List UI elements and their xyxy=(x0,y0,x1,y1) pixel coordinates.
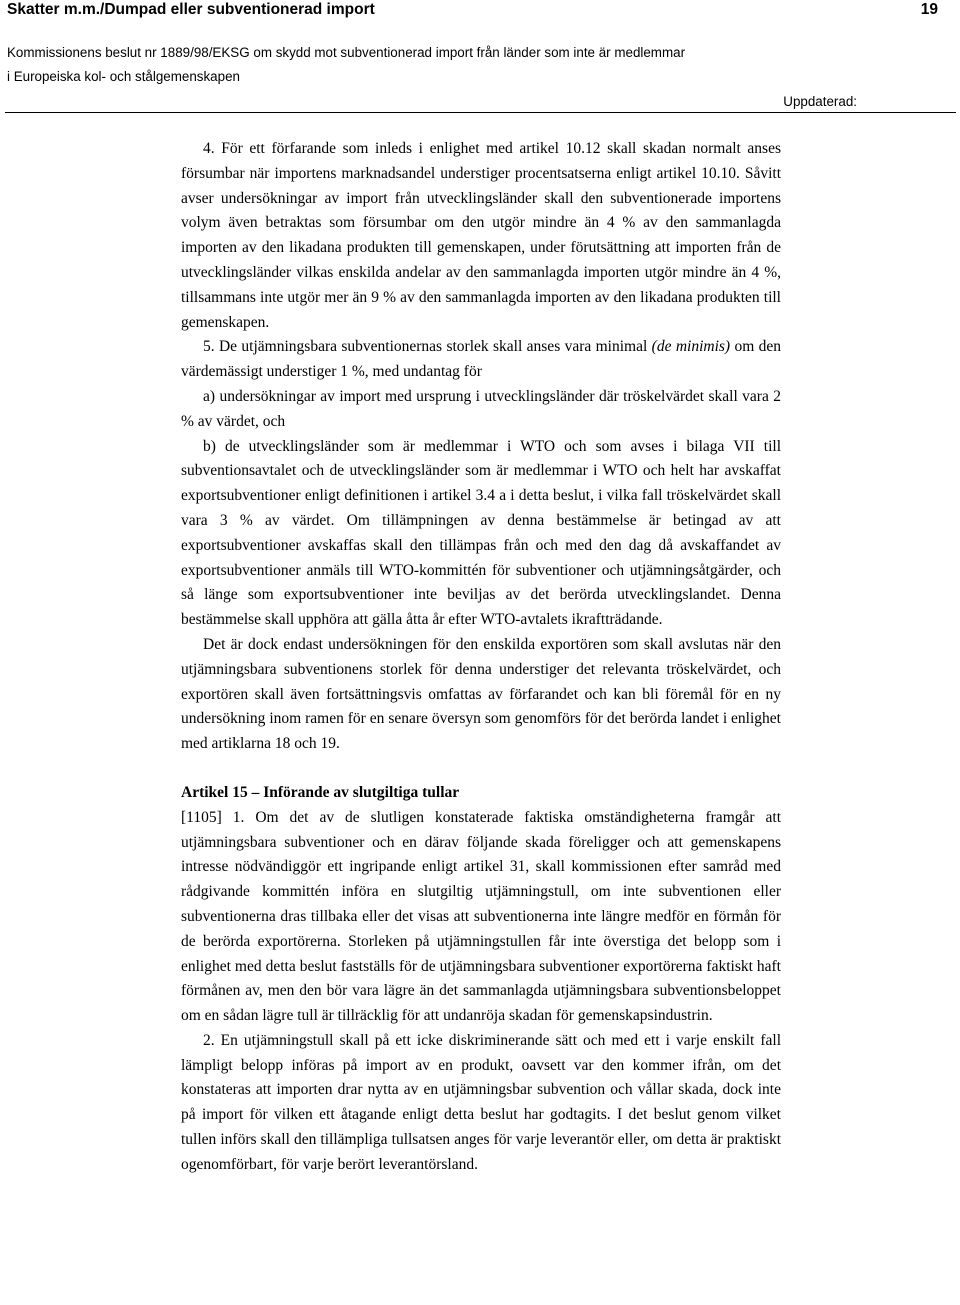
updated-label: Uppdaterad: xyxy=(783,94,857,109)
running-header-title: Skatter m.m./Dumpad eller subventionerad import xyxy=(7,1,375,18)
paragraph-5-start: 5. De utjämningsbara subventionernas storlek skall anses vara minimal xyxy=(203,338,652,356)
paragraph-5-closing: Det är dock endast undersökningen för den enskilda exportören som skall avslutas när den utjämningsbara subventionens storlek för denna understiger det relevanta tröskelvärdet, och exportören skall även fortsättningsvis omfattas av förfarandet och kan bli föremål för en ny undersökning inom ramen för en senare översyn som genomförs för det berörda landet i enlighet med artiklarna 18 och 19. xyxy=(181,635,781,753)
paragraph-5-item-a: a) undersökningar av import med ursprung i utvecklingsländer där tröskelvärdet skall vara 2 % av värdet, och xyxy=(181,387,781,430)
document-body xyxy=(181,137,781,1178)
paragraph-5 xyxy=(181,335,781,385)
paragraph-4: 4. För ett förfarande som inleds i enlighet med artikel 10.12 skall skadan normalt anses försumbar när importens marknadsandel understiger procentsatserna enligt artikel 10.10. Såvitt avser undersökningar av import från utvecklingsländer skall den subventionerade importens volym även betraktas som försumbar om den utgör mindre än 4 % av den sammanlagda importen av den likadana produkten till gemenskapen, under förutsättning att importen från de utvecklingsländer vilkas enskilda andelar av den sammanlagda importen utgör mindre än 4 %, tillsammans inte utgör mer än 9 % av den sammanlagda importen av den likadana produkten till gemenskapen. xyxy=(181,140,781,331)
paragraph-5-end: om den värdemässigt understiger 1 %, med undantag för xyxy=(181,338,781,381)
header-divider xyxy=(5,112,956,113)
article-15-paragraph-2: 2. En utjämningstull skall på ett icke diskriminerande sätt och med ett i varje enskilt fall lämpligt belopp införas på import av en produkt, oavsett var den kommer ifrån, om det konstateras att importen drar nytta av en utjämningsbar subvention och vållar skada, dock inte på import för vilken ett åtagande enligt detta beslut har godtagits. I det beslut genom vilket tullen införs skall den tillämpliga tullsatsen anges för varje leverantör eller, om detta är praktiskt ogenomförbart, för varje berört leverantörsland. xyxy=(181,1031,781,1173)
article-15-paragraph-1: [1105] 1. Om det av de slutligen konstaterade faktiska omständigheterna framgår att utjämningsbara subventioner och en därav följande skada föreligger och att gemenskapens intresse nödvändiggör ett ingripande enligt artikel 31, skall kommissionen efter samråd med rådgivande kommittén införa en slutgiltig utjämningstull, om inte subventionen eller subventionerna dras tillbaka eller det visas att subventionerna inte längre medför en förmån för de berörda exportörerna. Storleken på utjämningstullen får inte överstiga det belopp som i enlighet med detta beslut fastställs för de utjämningsbara subventioner exportörerna faktiskt haft förmånen av, men den bör vara lägre än det sammanlagda utjämningsbara subventionsbeloppet om en sådan lägre tull är tillräcklig för att undanröja skadan för gemenskapsindustrin. xyxy=(181,808,781,1025)
article-15-heading: Artikel 15 – Införande av slutgiltiga tullar xyxy=(181,783,460,801)
paragraph-5-item-b: b) de utvecklingsländer som är medlemmar i WTO och som avses i bilaga VII till subventionsavtalet och de utvecklingsländer som är medlemmar i WTO och helt har avskaffat exportsubventioner enligt definitionen i artikel 3.4 a i detta beslut, i vilka fall tröskelvärdet skall vara 3 % av värdet. Om tillämpningen av denna bestämmelse är betingad av att exportsubventioner avskaffas skall den tillämpas från och med den dag då avskaffandet av exportsubventioner anmäls till WTO-kommittén för subventioner och utjämningsåtgärder, och så länge som exportsubventioner inte beviljas av det berörda utvecklingslandet. Denna bestämmelse skall upphöra att gälla åtta år efter WTO-avtalets ikraftträdande. xyxy=(181,437,781,629)
header-subtitle-line1: Kommissionens beslut nr 1889/98/EKSG om skydd mot subventionerad import från länder som inte är medlemmar xyxy=(7,45,686,60)
header-subtitle-line2: i Europeiska kol- och stålgemenskapen xyxy=(7,69,240,84)
section-spacer xyxy=(181,757,781,781)
de-minimis-term: (de minimis) xyxy=(651,338,731,356)
page-number: 19 xyxy=(920,1,938,18)
